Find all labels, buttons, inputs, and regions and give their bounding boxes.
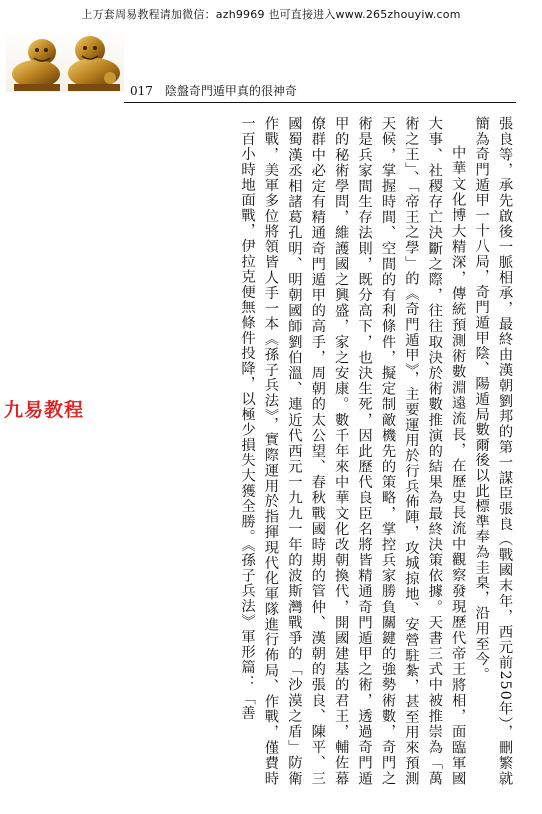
chapter-title: 陰盤奇門遁甲真的很神奇 [164,84,297,98]
top-banner: 上万套周易教程请加微信：azh9969 也可直接进入www.265zhouyiw.com [81,8,461,21]
paragraph: 張良等，承先啟後一脈相承，最終由漢朝劉邦的第一謀臣張良（戰國末年，西元前250年），刪繁就簡為奇門遁甲一十八局，奇門遁甲陰、陽遁局數爾後以此標準奉為圭臬，沿用至今。 [473,116,513,786]
page-number: 017 [130,84,153,98]
guardian-lion-statue-image [6,28,124,92]
header-divider [124,102,516,103]
paragraph: 中華文化博大精深，傳統預測術數淵遠流長，在歷史長流中觀察發現歷代帝王將相，面臨軍國大事、社稷存亡決斷之際，往往取決於術數推演的結果為最終決策依據。天書三式中被推崇為「萬術之王」、「帝王之學」的《奇門遁甲》，主要運用於行兵佈陣，攻城掠地、安營駐紮，甚至用來預測天候，掌握時間、空間的有利條件，擬定制敵機先的策略，掌控兵家勝負關鍵的強勢術數，奇門之術是兵家間生存法則，既分高下，也決生死，因此歷代良臣名將皆精通奇門遁甲之術，透過奇門遁甲的秘術學問，維護國之興盛，家之安康。數千年來中華文化改朝換代，開國建基的君王，輔佐幕僚群中必定有精通奇門遁甲的高手，周朝的太公望、春秋戰國時期的管仲、漢朝的張良、陳平、三國蜀漢丞相諸葛孔明、明朝國師劉伯溫、連近代西元一九九一年的波斯灣戰爭的「沙漠之盾」防衛作戰，美軍多位將領皆人手一本《孫子兵法》，實際運用於指揮現代化軍隊進行佈局、作戰，僅費時一百小時地面戰，伊拉克便無條件投降，以極少損失大獲全勝。《孫子兵法》軍形篇：「善 [239,116,467,786]
running-header [130,82,297,99]
body-text [46,116,516,786]
watermark-logo: 九易教程 [4,399,85,421]
